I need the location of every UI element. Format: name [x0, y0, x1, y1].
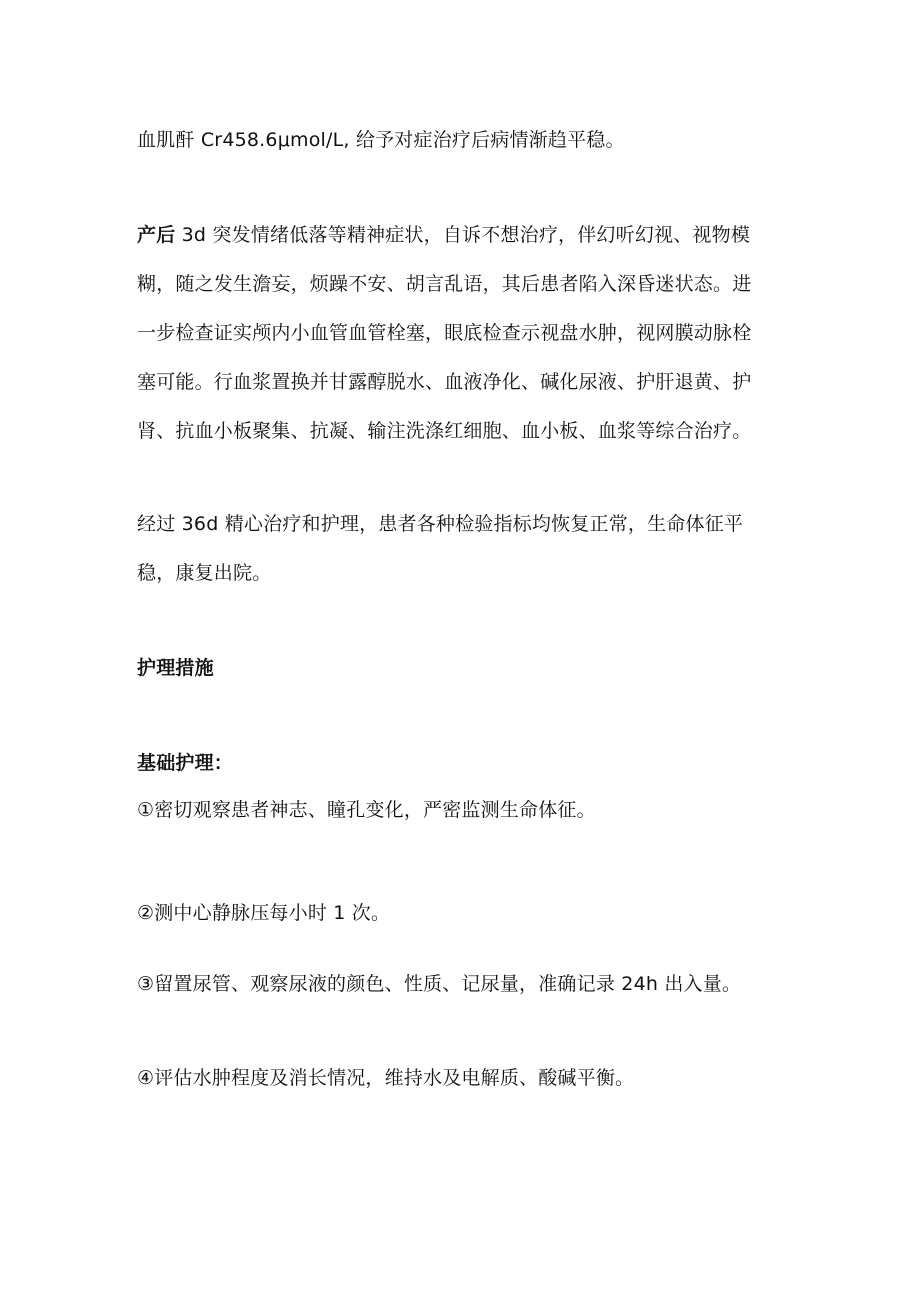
subheading-basic-nursing: 基础护理： [137, 752, 234, 774]
nursing-item-4: ④评估水肿程度及消长情况，维持水及电解质、酸碱平衡。 [137, 1067, 635, 1089]
paragraph-postpartum-line-5: 肾、抗血小板聚集、抗凝、输注洗涤红细胞、血小板、血浆等综合治疗。 [137, 420, 752, 442]
paragraph-recovery-line-1: 经过 36d 精心治疗和护理，患者各种检验指标均恢复正常，生命体征平 [137, 513, 744, 535]
paragraph-recovery-line-2: 稳，康复出院。 [137, 562, 272, 584]
paragraph-creatinine-line-1: 血肌酐 Cr458.6μmol/L, 给予对症治疗后病情渐趋平稳。 [137, 129, 625, 151]
paragraph-postpartum-line-1 [137, 223, 750, 247]
paragraph-postpartum-line-4: 塞可能。行血浆置换并甘露醇脱水、血液净化、碱化尿液、护肝退黄、护 [137, 371, 752, 393]
nursing-item-2: ②测中心静脉压每小时 1 次。 [137, 902, 391, 924]
nursing-item-3: ③留置尿管、观察尿液的颜色、性质、记尿量，准确记录 24h 出入量。 [137, 973, 742, 995]
postpartum-line-1-text: 3d 突发情绪低落等精神症状，自诉不想治疗，伴幻听幻视、视物模 [175, 224, 751, 246]
heading-nursing-measures: 护理措施 [137, 657, 214, 679]
paragraph-postpartum-line-3: 一步检查证实颅内小血管血管栓塞，眼底检查示视盘水肿，视网膜动脉栓 [137, 322, 752, 344]
paragraph-postpartum-line-2: 糊，随之发生澹妄，烦躁不安、胡言乱语，其后患者陷入深昏迷状态。进 [137, 273, 752, 295]
postpartum-lead-label: 产后 [137, 224, 176, 246]
nursing-item-1: ①密切观察患者神志、瞳孔变化，严密监测生命体征。 [137, 799, 596, 821]
